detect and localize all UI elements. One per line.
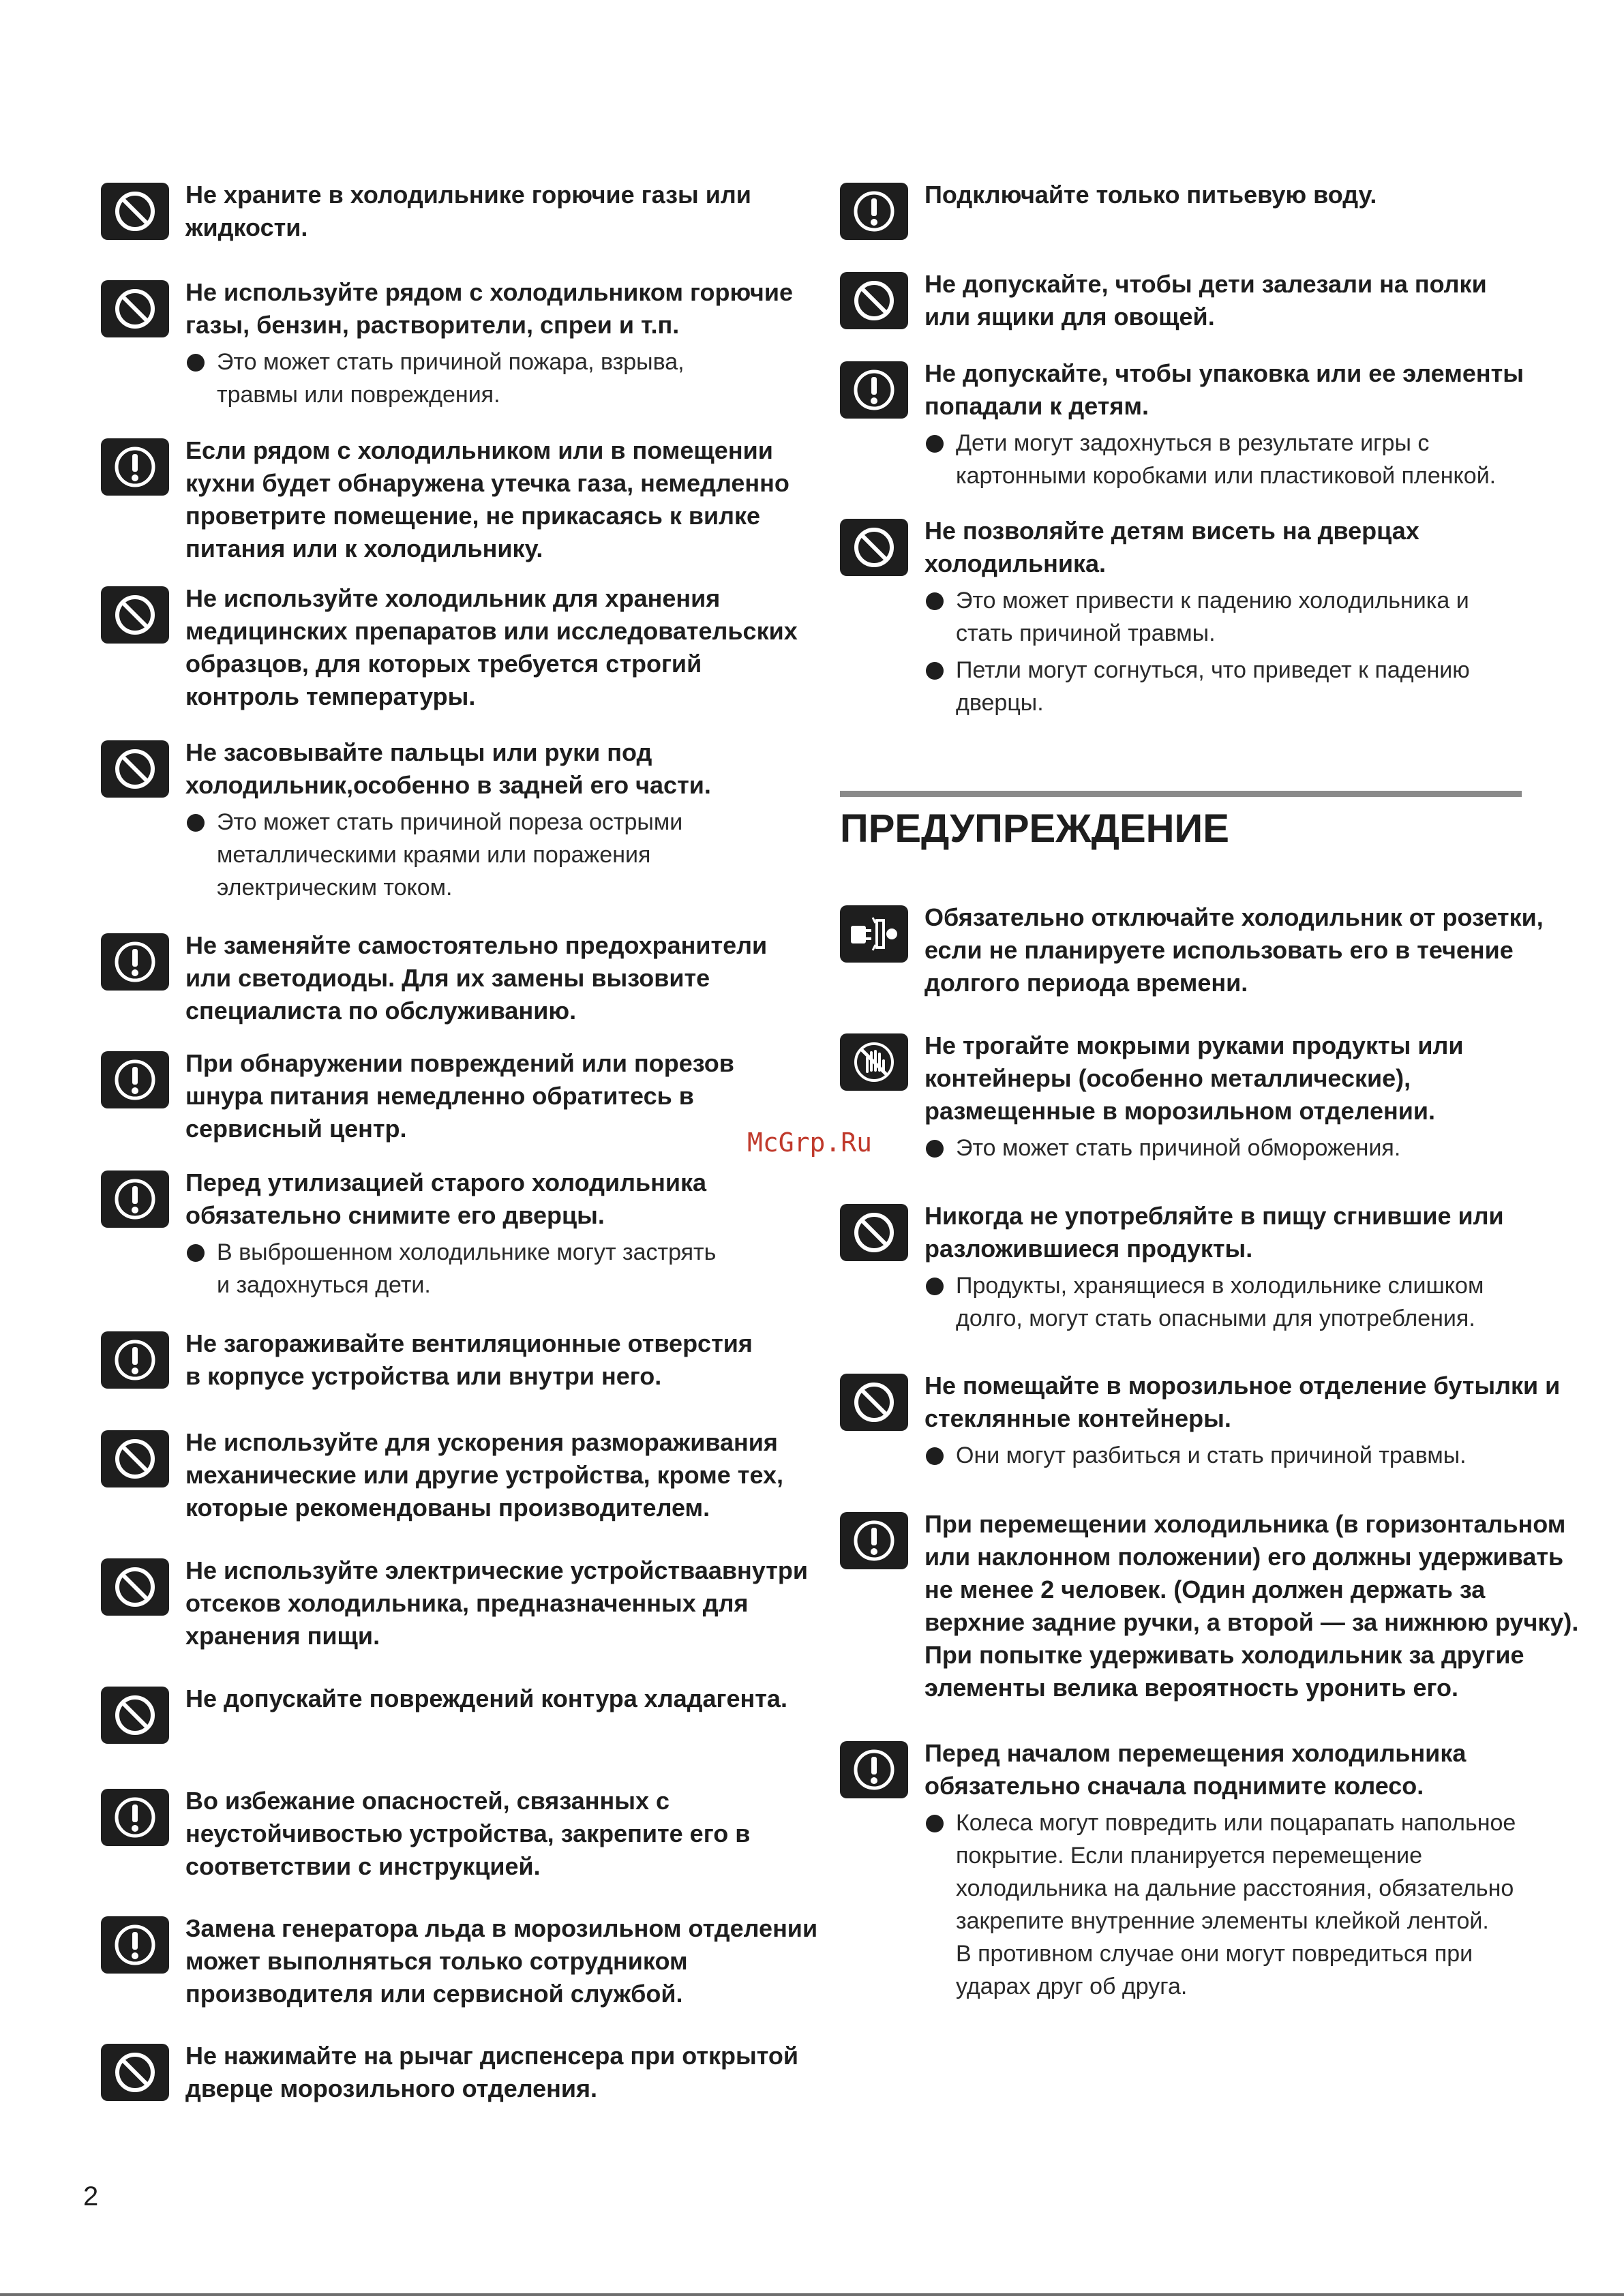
page-number: 2 bbox=[83, 2181, 99, 2211]
safety-item bbox=[840, 357, 1597, 492]
item-title: Не используйте рядом с холодильником горючие газы, бензин, растворители, спреи и т.п. bbox=[185, 278, 793, 339]
item-bullet bbox=[924, 1439, 1597, 1472]
safety-item bbox=[840, 179, 1597, 211]
item-text bbox=[924, 1370, 1597, 1472]
item-bullet bbox=[185, 346, 839, 411]
exclamation-icon bbox=[840, 1741, 908, 1798]
item-text bbox=[924, 1200, 1597, 1335]
bullet-dot bbox=[926, 662, 944, 680]
item-text bbox=[185, 1047, 839, 1145]
bullet-dot bbox=[926, 1447, 944, 1465]
item-title: Не засовывайте пальцы или руки под холодильник,особенно в задней его части. bbox=[185, 738, 711, 799]
prohibition-icon bbox=[101, 280, 169, 337]
safety-item bbox=[840, 1370, 1597, 1472]
safety-item bbox=[101, 1047, 839, 1145]
item-title: Не допускайте, чтобы упаковка или ее элементы попадали к детям. bbox=[924, 359, 1524, 420]
item-bullet bbox=[185, 806, 839, 904]
item-title: Во избежание опасностей, связанных с неустойчивостью устройства, закрепите его в соответствии с инструкцией. bbox=[185, 1787, 751, 1880]
bullet-dot bbox=[187, 1244, 205, 1262]
item-text bbox=[185, 1912, 839, 2010]
item-title: Не позволяйте детям висеть на дверцах холодильника. bbox=[924, 517, 1419, 577]
safety-item bbox=[840, 1508, 1597, 1704]
prohibition-icon bbox=[840, 1204, 908, 1261]
item-text bbox=[185, 1166, 839, 1301]
bullet-dot bbox=[926, 1140, 944, 1158]
item-text bbox=[924, 515, 1597, 719]
item-text bbox=[185, 2040, 839, 2105]
item-text bbox=[185, 1682, 839, 1715]
item-text bbox=[924, 901, 1597, 999]
exclamation-icon bbox=[840, 183, 908, 240]
safety-item bbox=[101, 1912, 839, 2010]
unplug-icon bbox=[840, 905, 908, 963]
item-text bbox=[185, 1554, 839, 1652]
safety-item bbox=[840, 1200, 1597, 1335]
item-text bbox=[924, 357, 1597, 492]
exclamation-icon bbox=[101, 1916, 169, 1974]
bullet-dot bbox=[926, 1815, 944, 1832]
item-title: Не загораживайте вентиляционные отверстия в корпусе устройства или внутри него. bbox=[185, 1329, 753, 1390]
item-text bbox=[924, 268, 1597, 333]
item-text bbox=[185, 582, 839, 713]
safety-item bbox=[101, 1166, 839, 1301]
item-text bbox=[185, 276, 839, 411]
exclamation-icon bbox=[101, 1331, 169, 1389]
item-bullet bbox=[924, 1269, 1597, 1335]
bullet-text: Они могут разбиться и стать причиной травмы. bbox=[956, 1442, 1467, 1468]
bullet-text: Петли могут согнуться, что приведет к падению дверцы. bbox=[956, 657, 1470, 716]
item-text bbox=[185, 929, 839, 1027]
bullet-text: Это может привести к падению холодильника и стать причиной травмы. bbox=[956, 588, 1469, 646]
item-title: Замена генератора льда в морозильном отделении может выполняться только сотрудником производителя или сервисной службой. bbox=[185, 1914, 818, 2008]
item-bullet bbox=[924, 654, 1597, 719]
bullet-dot bbox=[926, 1278, 944, 1295]
prohibition-icon bbox=[101, 183, 169, 240]
item-bullet bbox=[185, 1236, 839, 1301]
prohibition-icon bbox=[101, 1687, 169, 1744]
item-title: При обнаружении повреждений или порезов шнура питания немедленно обратитесь в сервисный центр. bbox=[185, 1049, 734, 1143]
item-title: Перед утилизацией старого холодильника обязательно снимите его дверцы. bbox=[185, 1168, 707, 1229]
warning-heading: ПРЕДУПРЕЖДЕНИЕ bbox=[840, 806, 1229, 851]
section-divider bbox=[840, 791, 1522, 797]
bullet-text: Дети могут задохнуться в результате игры с картонными коробками или пластиковой пленкой. bbox=[956, 430, 1497, 489]
item-title: Подключайте только питьевую воду. bbox=[924, 181, 1377, 209]
safety-item bbox=[101, 434, 839, 565]
prohibition-icon bbox=[840, 272, 908, 329]
safety-item bbox=[101, 2040, 839, 2105]
bullet-dot bbox=[926, 435, 944, 453]
item-title: Не используйте для ускорения размораживания механические или другие устройства, кроме тех, которые рекомендованы производителем. bbox=[185, 1428, 784, 1522]
item-bullet bbox=[924, 584, 1597, 650]
exclamation-icon bbox=[840, 361, 908, 419]
item-bullet bbox=[924, 427, 1597, 492]
prohibition-icon bbox=[101, 586, 169, 644]
safety-item bbox=[840, 515, 1597, 719]
item-title: Не трогайте мокрыми руками продукты или контейнеры (особенно металлические), размещенные в морозильном отделении. bbox=[924, 1031, 1464, 1125]
bullet-text: Продукты, хранящиеся в холодильнике слишком долго, могут стать опасными для употребления. bbox=[956, 1273, 1484, 1331]
item-title: Не допускайте, чтобы дети залезали на полки или ящики для овощей. bbox=[924, 270, 1487, 331]
safety-item bbox=[840, 1029, 1597, 1164]
item-text bbox=[924, 1508, 1597, 1704]
bullet-dot bbox=[926, 592, 944, 610]
item-title: При перемещении холодильника (в горизонтальном или наклонном положении) его должны удерживать не менее 2 человек. (Один должен держать за верхние задние ручки, а второй — за нижнюю ручку). При попытке удерживать холодильник за другие элементы велика вероятность уронить его. bbox=[924, 1510, 1579, 1702]
item-text bbox=[924, 1029, 1597, 1164]
item-text bbox=[185, 1426, 839, 1524]
item-title: Никогда не употребляйте в пищу сгнившие или разложившиеся продукты. bbox=[924, 1202, 1504, 1263]
bullet-dot bbox=[187, 814, 205, 832]
item-title: Не используйте холодильник для хранения медицинских препаратов или исследовательских образцов, для которых требуется строгий контроль температуры. bbox=[185, 584, 798, 710]
item-bullet bbox=[924, 1132, 1597, 1164]
prohibition-icon bbox=[101, 740, 169, 798]
bullet-text: Это может стать причиной пореза острыми металлическими краями или поражения электрическим током. bbox=[217, 809, 683, 901]
prohibition-icon bbox=[840, 1374, 908, 1431]
item-title: Не заменяйте самостоятельно предохранители или светодиоды. Для их замены вызовите специалиста по обслуживанию. bbox=[185, 931, 768, 1025]
safety-item bbox=[840, 1737, 1597, 2003]
bullet-text: Это может стать причиной обморожения. bbox=[956, 1135, 1401, 1161]
bullet-dot bbox=[187, 354, 205, 372]
item-text bbox=[185, 1327, 839, 1393]
page-bottom-border bbox=[0, 2293, 1624, 2296]
item-text bbox=[185, 736, 839, 904]
item-text bbox=[924, 179, 1597, 211]
safety-item bbox=[101, 929, 839, 1027]
item-title: Не допускайте повреждений контура хладагента. bbox=[185, 1685, 787, 1712]
item-title: Перед началом перемещения холодильника обязательно сначала поднимите колесо. bbox=[924, 1739, 1467, 1800]
safety-item bbox=[101, 1426, 839, 1524]
safety-item bbox=[101, 736, 839, 904]
no-wet-hands-icon bbox=[840, 1033, 908, 1091]
exclamation-icon bbox=[101, 1170, 169, 1228]
safety-item bbox=[840, 901, 1597, 999]
safety-item bbox=[101, 1327, 839, 1393]
safety-item bbox=[840, 268, 1597, 333]
safety-item bbox=[101, 1554, 839, 1652]
safety-item bbox=[101, 1785, 839, 1883]
safety-item bbox=[101, 179, 839, 244]
item-text bbox=[185, 179, 839, 244]
item-title: Не храните в холодильнике горючие газы или жидкости. bbox=[185, 181, 751, 241]
watermark: McGrp.Ru bbox=[747, 1128, 873, 1158]
exclamation-icon bbox=[101, 438, 169, 496]
safety-item bbox=[101, 1682, 839, 1715]
bullet-text: Колеса могут повредить или поцарапать напольное покрытие. Если планируется перемещение холодильника на дальние расстояния, обязательно закрепите внутренние элементы клейкой лентой. В противном случае они могут повредиться при ударах друг об друга. bbox=[956, 1810, 1516, 1999]
item-title: Если рядом с холодильником или в помещении кухни будет обнаружена утечка газа, немедленно проветрите помещение, не прикасаясь к вилке питания или к холодильнику. bbox=[185, 436, 790, 562]
bullet-text: Это может стать причиной пожара, взрыва, травмы или повреждения. bbox=[217, 349, 685, 408]
safety-item bbox=[101, 582, 839, 713]
prohibition-icon bbox=[101, 1430, 169, 1487]
bullet-text: В выброшенном холодильнике могут застрять и задохнуться дети. bbox=[217, 1239, 717, 1298]
exclamation-icon bbox=[101, 1051, 169, 1108]
item-text bbox=[185, 1785, 839, 1883]
item-text bbox=[924, 1737, 1597, 2003]
exclamation-icon bbox=[101, 1789, 169, 1846]
item-title: Обязательно отключайте холодильник от розетки, если не планируете использовать его в течение долгого периода времени. bbox=[924, 903, 1544, 997]
item-title: Не нажимайте на рычаг диспенсера при открытой дверце морозильного отделения. bbox=[185, 2042, 799, 2102]
item-title: Не используйте электрические устройстваавнутри отсеков холодильника, предназначенных для хранения пищи. bbox=[185, 1556, 808, 1650]
item-bullet bbox=[924, 1807, 1597, 2003]
item-text bbox=[185, 434, 839, 565]
item-title: Не помещайте в морозильное отделение бутылки и стеклянные контейнеры. bbox=[924, 1372, 1561, 1432]
exclamation-icon bbox=[840, 1512, 908, 1569]
prohibition-icon bbox=[840, 519, 908, 576]
safety-item bbox=[101, 276, 839, 411]
prohibition-icon bbox=[101, 1558, 169, 1616]
exclamation-icon bbox=[101, 933, 169, 991]
prohibition-icon bbox=[101, 2044, 169, 2101]
